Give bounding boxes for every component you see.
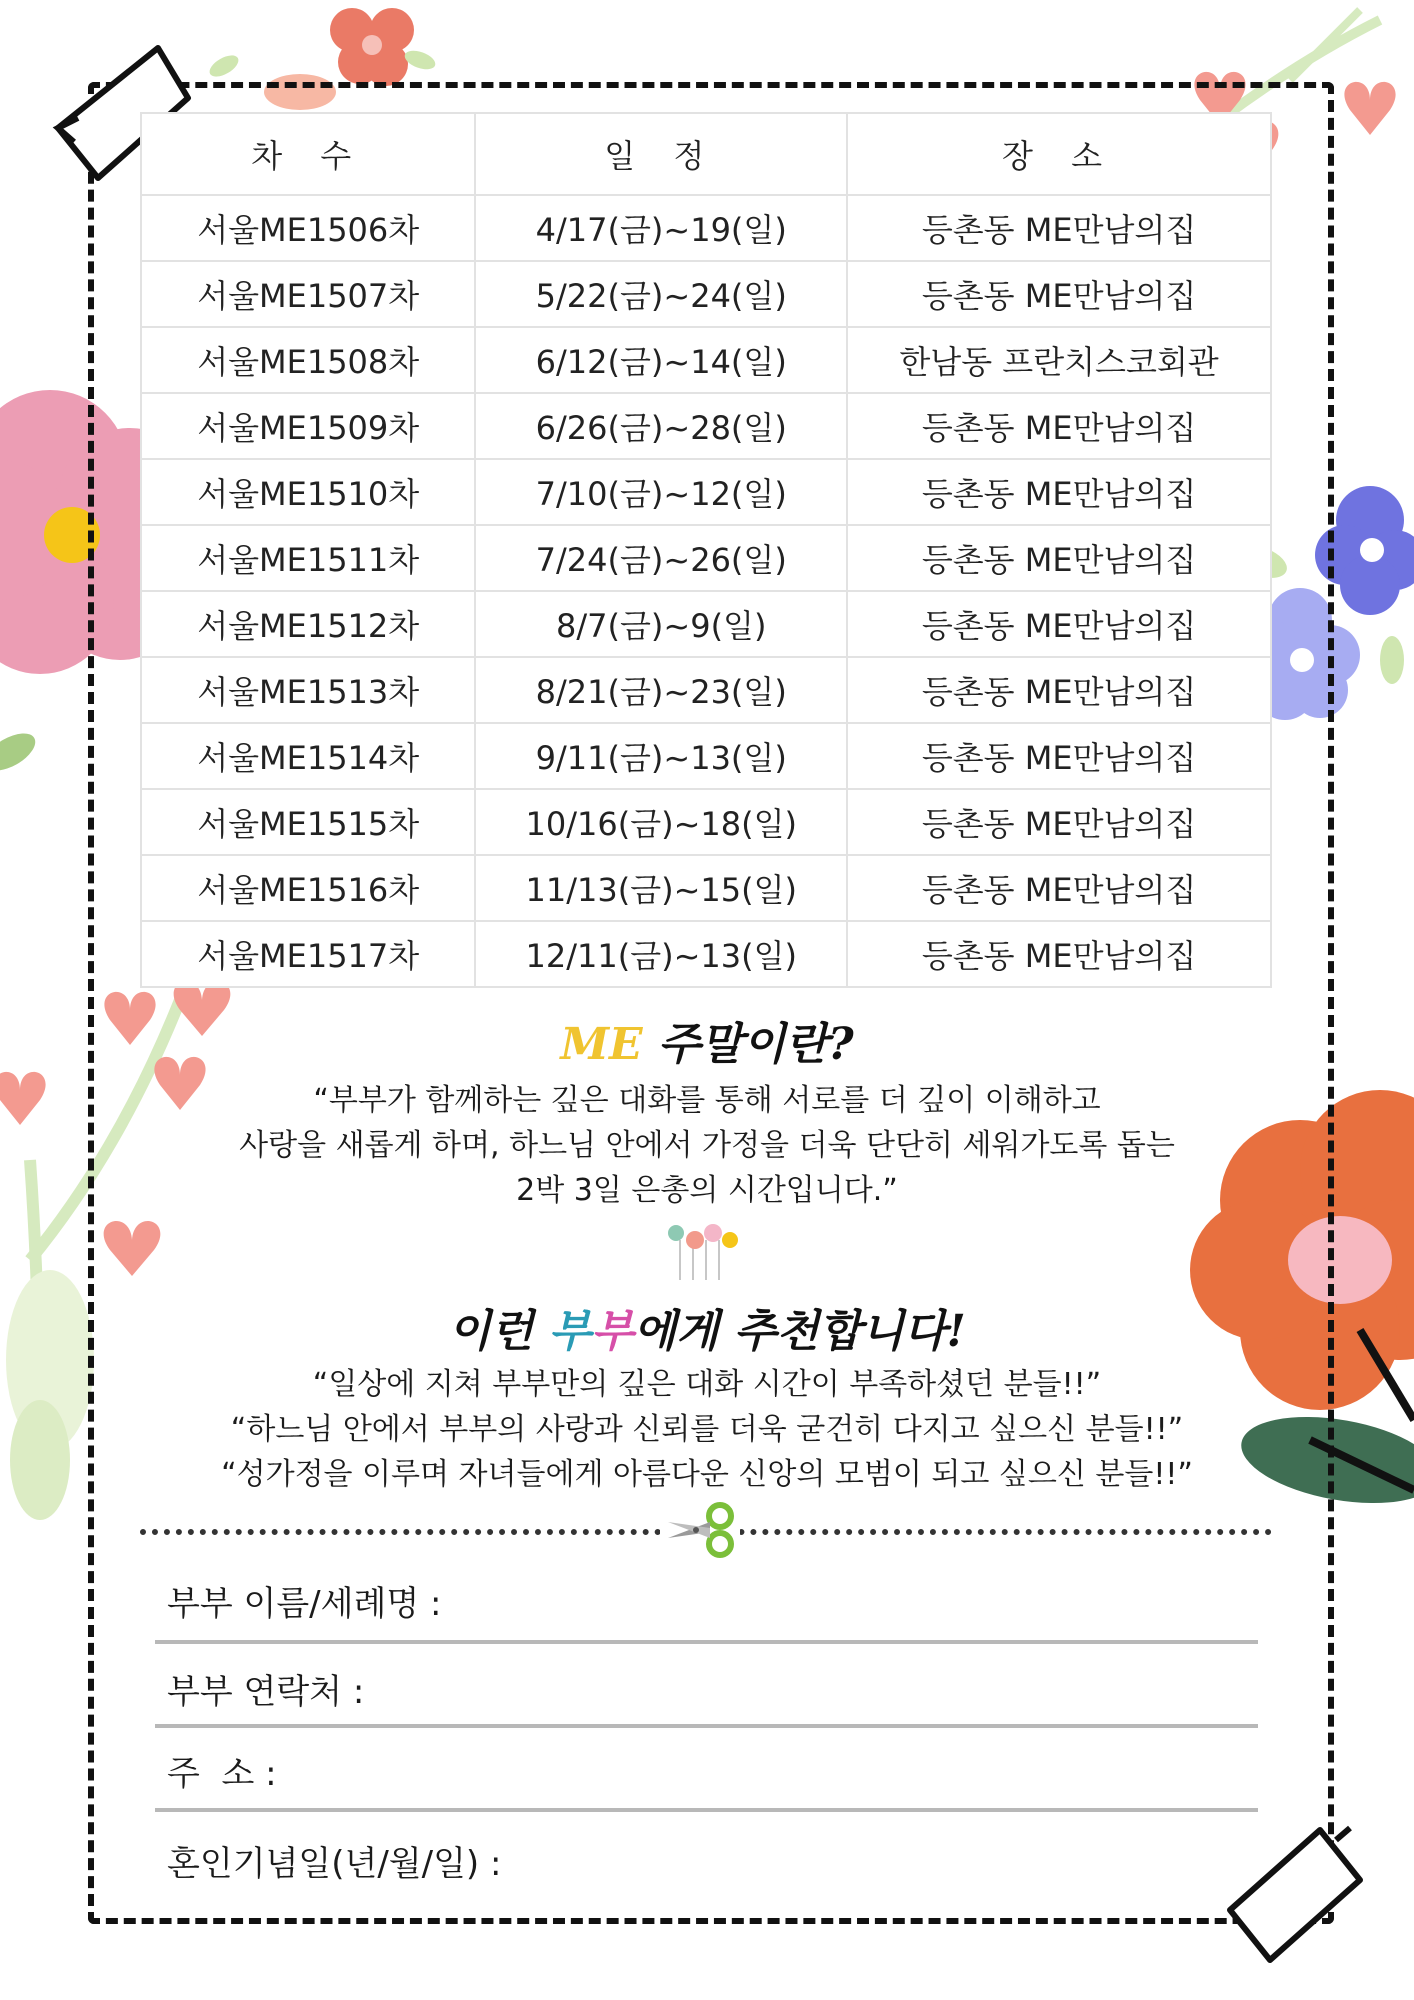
column-header-place: 장 소 — [847, 113, 1271, 195]
dates-cell: 7/10(금)~12(일) — [475, 459, 847, 525]
dates-cell: 6/12(금)~14(일) — [475, 327, 847, 393]
session-cell: 서울ME1506차 — [141, 195, 475, 261]
intro-line: 2박 3일 은총의 시간입니다.” — [516, 1173, 898, 1208]
place-cell: 등촌동 ME만남의집 — [847, 195, 1271, 261]
recommend-heading — [0, 1295, 1414, 1359]
form-row-contact — [155, 1660, 1258, 1734]
table-row — [141, 657, 1271, 723]
session-cell: 서울ME1517차 — [141, 921, 475, 987]
place-cell: 등촌동 ME만남의집 — [847, 261, 1271, 327]
dates-cell: 5/22(금)~24(일) — [475, 261, 847, 327]
table-row — [141, 525, 1271, 591]
recommend-line: “하느님 안에서 부부의 사랑과 신뢰를 더욱 굳건히 다지고 싶으신 분들!!” — [230, 1412, 1184, 1447]
recommend-paragraph — [0, 1362, 1414, 1497]
form-row-anniversary — [155, 1832, 1258, 1892]
recommend-heading-post: 에게 추천합니다! — [633, 1306, 966, 1357]
names-input-line[interactable] — [155, 1640, 1258, 1644]
table-row — [141, 393, 1271, 459]
form-row-address — [155, 1742, 1258, 1816]
place-cell: 등촌동 ME만남의집 — [847, 525, 1271, 591]
table-row — [141, 855, 1271, 921]
dates-cell: 9/11(금)~13(일) — [475, 723, 847, 789]
recommend-heading-pre: 이런 — [448, 1306, 549, 1357]
place-cell: 등촌동 ME만남의집 — [847, 789, 1271, 855]
session-cell: 서울ME1514차 — [141, 723, 475, 789]
intro-paragraph — [0, 1078, 1414, 1213]
top-flower-red-icon — [330, 8, 414, 86]
session-cell: 서울ME1510차 — [141, 459, 475, 525]
session-cell: 서울ME1507차 — [141, 261, 475, 327]
table-row — [141, 921, 1271, 987]
dates-cell: 11/13(금)~15(일) — [475, 855, 847, 921]
table-row — [141, 591, 1271, 657]
place-cell: 등촌동 ME만남의집 — [847, 591, 1271, 657]
place-cell: 등촌동 ME만남의집 — [847, 459, 1271, 525]
session-cell: 서울ME1508차 — [141, 327, 475, 393]
recommend-line: “일상에 지쳐 부부만의 깊은 대화 시간이 부족하셨던 분들!!” — [312, 1367, 1102, 1402]
dates-cell: 12/11(금)~13(일) — [475, 921, 847, 987]
session-cell: 서울ME1512차 — [141, 591, 475, 657]
contact-label: 부부 연락처 : — [167, 1672, 365, 1712]
dates-cell: 7/24(금)~26(일) — [475, 525, 847, 591]
session-cell: 서울ME1515차 — [141, 789, 475, 855]
table-row — [141, 195, 1271, 261]
place-cell: 등촌동 ME만남의집 — [847, 393, 1271, 459]
anniversary-label: 혼인기념일(년/월/일) : — [167, 1844, 502, 1884]
recommend-heading-bu1: 부 — [548, 1306, 592, 1357]
session-cell: 서울ME1516차 — [141, 855, 475, 921]
session-cell: 서울ME1511차 — [141, 525, 475, 591]
intro-heading-me: ME — [560, 1019, 643, 1070]
form-row-names — [155, 1572, 1258, 1646]
dates-cell: 10/16(금)~18(일) — [475, 789, 847, 855]
intro-line: 사랑을 새롭게 하며, 하느님 안에서 가정을 더욱 단단히 세워가도록 돕는 — [239, 1128, 1175, 1163]
table-row — [141, 327, 1271, 393]
schedule-table — [140, 112, 1272, 988]
table-row — [141, 261, 1271, 327]
dates-cell: 8/7(금)~9(일) — [475, 591, 847, 657]
place-cell: 등촌동 ME만남의집 — [847, 855, 1271, 921]
intro-line: “부부가 함께하는 깊은 대화를 통해 서로를 더 깊이 이해하고 — [313, 1083, 1101, 1118]
place-cell: 등촌동 ME만남의집 — [847, 723, 1271, 789]
place-cell: 등촌동 ME만남의집 — [847, 921, 1271, 987]
dates-cell: 4/17(금)~19(일) — [475, 195, 847, 261]
address-input-line[interactable] — [155, 1808, 1258, 1812]
intro-heading — [0, 1008, 1414, 1072]
column-header-session: 차 수 — [141, 113, 475, 195]
names-label: 부부 이름/세례명 : — [167, 1584, 442, 1624]
dates-cell: 6/26(금)~28(일) — [475, 393, 847, 459]
table-header-row — [141, 113, 1271, 195]
contact-input-line[interactable] — [155, 1724, 1258, 1728]
table-row — [141, 723, 1271, 789]
table-row — [141, 459, 1271, 525]
recommend-heading-bu2: 부 — [591, 1306, 634, 1357]
place-cell: 한남동 프란치스코회관 — [847, 327, 1271, 393]
address-label: 주 소 : — [167, 1754, 277, 1794]
intro-heading-rest: 주말이란? — [642, 1019, 854, 1070]
session-cell: 서울ME1513차 — [141, 657, 475, 723]
dates-cell: 8/21(금)~23(일) — [475, 657, 847, 723]
scissors-icon — [660, 1502, 740, 1558]
recommend-line: “성가정을 이루며 자녀들에게 아름다운 신앙의 모범이 되고 싶으신 분들!!” — [221, 1457, 1193, 1492]
column-header-dates: 일 정 — [475, 113, 847, 195]
table-row — [141, 789, 1271, 855]
session-cell: 서울ME1509차 — [141, 393, 475, 459]
place-cell: 등촌동 ME만남의집 — [847, 657, 1271, 723]
